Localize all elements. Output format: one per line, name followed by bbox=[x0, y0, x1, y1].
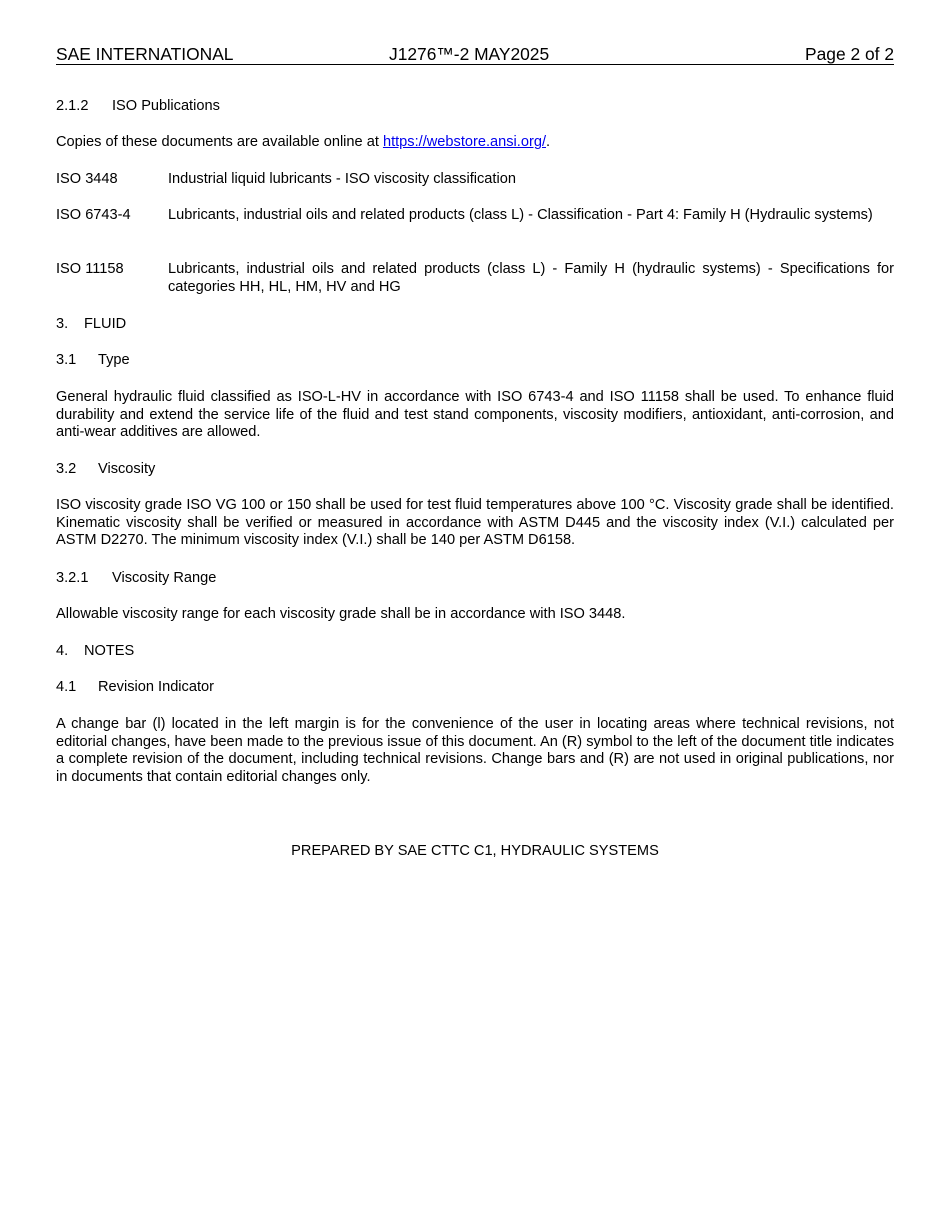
type-paragraph: General hydraulic fluid classified as ISO-L-HV in accordance with ISO 6743-4 and ISO 11158 shall be used. To enhance fluid durability and extend the service life of the fluid and test stand components, viscosity modifiers, antioxidant, anti-corrosion, and anti-wear additives are allowed. bbox=[56, 389, 894, 441]
section-number: 2.1.2 bbox=[56, 98, 89, 114]
section-title: Revision Indicator bbox=[98, 679, 214, 695]
header-document-id: J1276™-2 MAY2025 bbox=[389, 44, 550, 64]
intro-period: . bbox=[546, 134, 551, 150]
header-page-number: Page 2 of 2 bbox=[805, 44, 894, 64]
reference-description: Industrial liquid lubricants - ISO viscosity classification bbox=[168, 171, 516, 187]
section-heading-3-2 bbox=[56, 461, 894, 479]
viscosity-paragraph: ISO viscosity grade ISO VG 100 or 150 shall be used for test fluid temperatures above 100 °C. Viscosity grade shall be identified. Kinematic viscosity shall be verified or measured in accordance with ASTM D445 and the viscosity index (V.I.) calculated per ASTM D2270. The minimum viscosity index (V.I.) shall be 140 per ASTM D6158. bbox=[56, 497, 894, 549]
page-header bbox=[56, 44, 894, 65]
section-number: 3. bbox=[56, 316, 69, 332]
section-title: Viscosity Range bbox=[112, 570, 217, 586]
reference-id: ISO 11158 bbox=[56, 261, 124, 277]
header-organization: SAE INTERNATIONAL bbox=[56, 44, 234, 64]
section-number: 3.2.1 bbox=[56, 570, 89, 586]
section-number: 3.1 bbox=[56, 352, 77, 368]
section-heading-4-1 bbox=[56, 679, 894, 697]
section-title: Type bbox=[98, 352, 130, 368]
section-heading-3-1 bbox=[56, 352, 894, 370]
section-number: 4. bbox=[56, 643, 69, 659]
intro-text: Copies of these documents are available online at bbox=[56, 134, 383, 150]
iso-availability-paragraph bbox=[56, 134, 894, 152]
reference-description: Lubricants, industrial oils and related products (class L) - Classification - Part 4: Family H (Hydraulic systems) bbox=[168, 207, 873, 223]
reference-id: ISO 3448 bbox=[56, 171, 118, 187]
ansi-webstore-link[interactable]: https://webstore.ansi.org/ bbox=[382, 134, 546, 150]
section-title: ISO Publications bbox=[112, 98, 220, 114]
section-number: 4.1 bbox=[56, 679, 77, 695]
section-heading-4 bbox=[56, 643, 894, 661]
revision-indicator-paragraph: A change bar (l) located in the left margin is for the convenience of the user in locating areas where technical revisions, not editorial changes, have been made to the previous issue of this document. An (R) symbol to the left of the document title indicates a complete revision of the document, including technical revisions. Change bars and (R) are not used in original publications, nor in documents that contain editorial changes only. bbox=[56, 716, 894, 785]
section-number: 3.2 bbox=[56, 461, 77, 477]
section-heading-3 bbox=[56, 316, 894, 334]
reference-id: ISO 6743-4 bbox=[56, 207, 131, 223]
section-title: Viscosity bbox=[98, 461, 156, 477]
prepared-by-line: PREPARED BY SAE CTTC C1, HYDRAULIC SYSTEMS bbox=[291, 843, 659, 859]
reference-description: Lubricants, industrial oils and related products (class L) - Family H (hydraulic systems) - Specifications for categories HH, HL, HM, HV and HG bbox=[168, 261, 894, 295]
section-title: FLUID bbox=[84, 316, 127, 332]
section-heading-2-1-2 bbox=[56, 98, 894, 116]
viscosity-range-paragraph: Allowable viscosity range for each viscosity grade shall be in accordance with ISO 3448. bbox=[56, 606, 626, 622]
section-heading-3-2-1 bbox=[56, 570, 894, 588]
section-title: NOTES bbox=[84, 643, 135, 659]
